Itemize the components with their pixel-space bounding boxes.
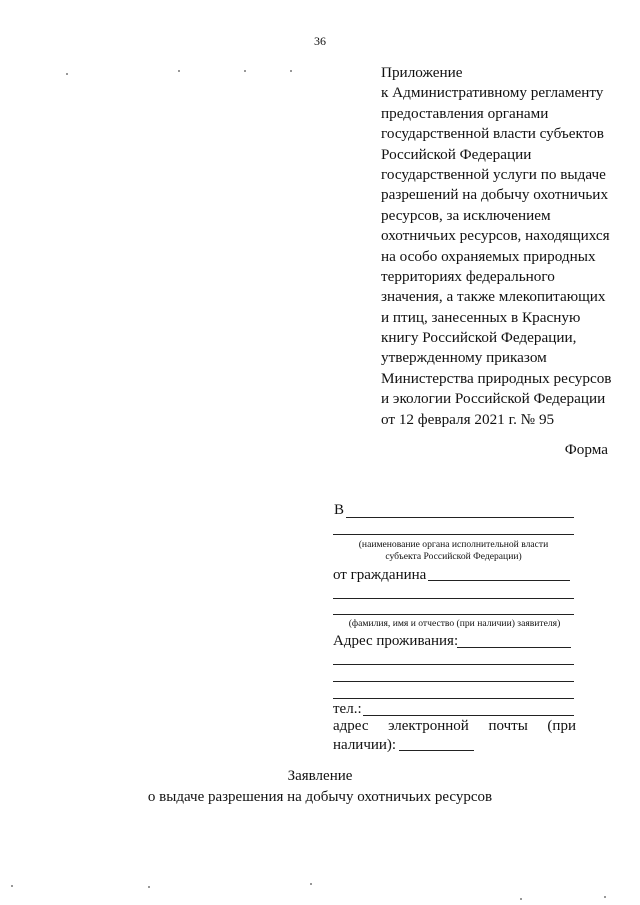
appendix-line: и экологии Российской Федерации [381, 390, 606, 408]
appendix-line: книгу Российской Федерации, [381, 329, 577, 347]
scan-speck [148, 886, 150, 888]
appendix-line: государственной власти субъектов [381, 125, 604, 143]
scan-speck [178, 70, 180, 72]
citizen-input-line-2[interactable] [333, 598, 574, 599]
name-caption: (фамилия, имя и отчество (при наличии) заявителя) [348, 618, 561, 629]
scan-speck [604, 896, 606, 898]
scan-speck [520, 898, 522, 900]
address-input-line-1[interactable] [457, 647, 571, 648]
address-input-line-3[interactable] [333, 681, 574, 682]
appendix-line: предоставления органами [381, 104, 549, 122]
scan-speck [290, 70, 292, 72]
authority-caption: (наименование органа исполнительной власти [358, 539, 549, 550]
appendix-line: государственной услуги по выдаче [381, 165, 606, 183]
to-prefix: В [334, 502, 345, 518]
address-input-line-2[interactable] [333, 664, 574, 665]
appendix-line: Министерства природных ресурсов [381, 369, 612, 387]
email-input-line[interactable] [399, 750, 474, 751]
email-word: адрес [333, 718, 369, 734]
from-citizen-label: от гражданина [333, 567, 427, 583]
authority-input-line-2[interactable] [333, 534, 574, 535]
page-number: 36 [314, 34, 326, 48]
email-label-row [333, 718, 576, 735]
form-label: Форма [564, 441, 608, 458]
scan-speck [244, 70, 246, 72]
appendix-line: территориях федерального [381, 267, 555, 285]
appendix-line: к Административному регламенту [381, 84, 604, 102]
email-label-end: наличии): [333, 737, 397, 753]
appendix-line: ресурсов, за исключением [381, 206, 551, 224]
scan-speck [66, 73, 68, 75]
email-word: (при [547, 718, 576, 734]
address-input-line-4[interactable] [333, 698, 574, 699]
appendix-line: от 12 февраля 2021 г. № 95 [381, 410, 555, 428]
appendix-line: разрешений на добычу охотничьих [381, 186, 609, 204]
statement-title: Заявление [287, 768, 353, 784]
appendix-line: Российской Федерации [381, 145, 532, 163]
appendix-line: утвержденному приказом [381, 349, 547, 367]
authority-input-line-1[interactable] [346, 517, 574, 518]
appendix-line: значения, а также млекопитающих [381, 288, 606, 306]
scan-speck [11, 885, 13, 887]
phone-input-line[interactable] [363, 715, 574, 716]
email-word: электронной [388, 718, 469, 734]
authority-caption: субъекта Российской Федерации) [385, 551, 522, 562]
citizen-input-line-1[interactable] [428, 580, 570, 581]
email-word: почты [488, 718, 528, 734]
appendix-line: Приложение [381, 64, 463, 81]
appendix-line: охотничьих ресурсов, находящихся [381, 227, 610, 245]
appendix-line: на особо охраняемых природных [381, 247, 596, 265]
statement-subtitle: о выдаче разрешения на добычу охотничьих ресурсов [147, 789, 493, 805]
scan-speck [310, 883, 312, 885]
appendix-block [381, 63, 631, 430]
phone-label: тел.: [333, 701, 362, 717]
citizen-input-line-3[interactable] [333, 614, 574, 615]
appendix-line: и птиц, занесенных в Красную [381, 308, 581, 326]
address-label: Адрес проживания: [333, 633, 459, 649]
